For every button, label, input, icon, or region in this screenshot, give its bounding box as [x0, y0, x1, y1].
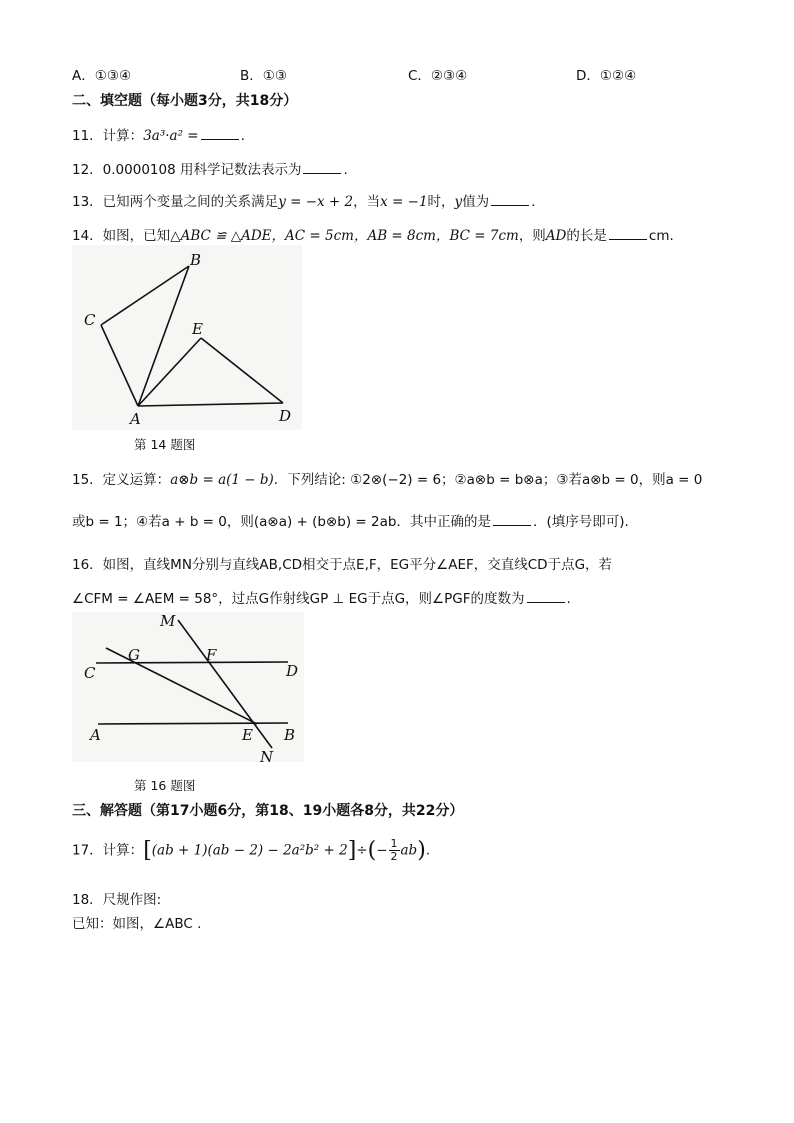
fig16-caption: 第 16 题图 [134, 778, 196, 793]
q17-prefix: 17．计算： [72, 842, 144, 859]
q16-line2-a: ∠CFM = ∠AEM = 58°，过点G作射线GP ⊥ EG于点G，则∠PGF的度数为 [72, 591, 525, 607]
fig16-label-c: C [84, 664, 96, 682]
q15-line2-c: ．(填序号即可). [532, 514, 629, 530]
fig16-label-b: B [284, 726, 296, 744]
fig16-label-g: G [128, 646, 140, 664]
q14-mid2: 的长是 [566, 228, 607, 244]
q14-prefix: 14．如图，已知 [72, 228, 171, 244]
q13-expr1: y = −x + 2 [278, 194, 354, 210]
q14-answer-blank [609, 227, 647, 240]
question-18-title: 18．尺规作图: [72, 892, 162, 908]
fig16-label-f: F [206, 646, 217, 664]
q13-expr3: y [454, 194, 463, 210]
q16-answer-blank [527, 590, 565, 603]
figure-16 [72, 612, 304, 770]
q13-mid3: 值为 [462, 194, 490, 210]
q17-bracket-expr: (ab + 1)(ab − 2) − 2a²b² + 2 [151, 842, 348, 859]
question-16-line2 [72, 587, 571, 607]
fig14-label-b: B [190, 251, 202, 269]
q11-answer-blank [201, 127, 239, 140]
option-d: D．①②④ [576, 68, 637, 84]
option-b: B．①③ [240, 68, 287, 84]
q17-frac-num: 1 [390, 837, 398, 850]
q17-frac-den: 2 [390, 850, 398, 863]
q13-prefix: 13．已知两个变量之间的关系满足 [72, 194, 279, 210]
fig14-label-c: C [84, 311, 96, 329]
q11-prefix: 11．计算： [72, 128, 144, 144]
fig14-label-d: D [279, 407, 292, 425]
q15-expr: a⊗b = a(1 − b) [170, 472, 274, 488]
q13-answer-blank [491, 193, 529, 206]
q15-line2-a: 或b = 1；④若a + b = 0，则(a⊗a) + (b⊗b) = 2ab [72, 514, 397, 530]
fig16-label-n: N [260, 748, 274, 766]
q14-suffix: cm. [648, 228, 674, 244]
fig16-line-ab [98, 723, 288, 724]
q13-suffix: . [531, 194, 536, 210]
q13-mid: ，当 [353, 194, 381, 210]
q17-lbracket: [ [143, 838, 152, 863]
q14-expr2: AD [545, 228, 567, 244]
section3-title: 三、解答题（第17小题6分，第18、19小题各8分，共22分） [72, 803, 464, 819]
question-14 [72, 224, 674, 244]
figure-14 [72, 245, 302, 430]
q13-mid2: 时， [427, 194, 455, 210]
option-a: A．①③④ [72, 68, 132, 84]
question-15-line1 [72, 468, 702, 488]
fig16-label-d: D [286, 662, 299, 680]
fig16-label-m: M [160, 612, 176, 630]
question-11 [72, 124, 245, 144]
fig16-line-cd [96, 662, 288, 663]
q17-div: ÷ [356, 842, 368, 859]
question-16-line1: 16．如图，直线MN分别与直线AB,CD相交于点E,F，EG平分∠AEF，交直线CD于点G，若 [72, 557, 613, 573]
question-15-line2 [72, 510, 629, 530]
fig14-label-e: E [192, 320, 203, 338]
q15-answer-blank [493, 513, 531, 526]
q17-tail: ab [400, 842, 418, 859]
q12-suffix: . [343, 162, 348, 178]
q17-suffix: . [425, 842, 431, 859]
q13-expr2: x = −1 [380, 194, 428, 210]
fig16-label-a: A [90, 726, 101, 744]
q14-mid: ，则 [518, 228, 546, 244]
q16-line2-b: . [566, 591, 571, 607]
fig16-label-e: E [242, 726, 253, 744]
q15-line2-b: ．其中正确的是 [396, 514, 491, 530]
q12-answer-blank [303, 161, 341, 174]
option-c: C．②③④ [408, 68, 468, 84]
question-12 [72, 158, 348, 178]
question-13 [72, 190, 535, 210]
q17-rbracket: ] [347, 838, 357, 863]
q11-expr: 3a³·a² = [143, 128, 199, 144]
fig14-label-a: A [130, 410, 141, 428]
q12-text: 12．0.0000108 用科学记数法表示为 [72, 162, 302, 178]
q17-fraction [389, 838, 400, 863]
question-18-given: 已知：如图，∠ABC . [72, 916, 202, 932]
q14-expr: △ABC ≌ △ADE，AC = 5cm，AB = 8cm，BC = 7cm [170, 228, 519, 244]
q15-prefix: 15．定义运算： [72, 472, 171, 488]
question-17 [72, 838, 430, 863]
q17-rparen: ) [417, 838, 426, 863]
fig14-caption: 第 14 题图 [134, 437, 196, 452]
section2-title: 二、填空题（每小题3分，共18分） [72, 93, 298, 109]
q11-suffix: . [240, 128, 245, 144]
q17-lparen: ( [367, 838, 377, 863]
q17-neg: − [376, 842, 388, 859]
q15-rest: ．下列结论: ①2⊗(−2) = 6；②a⊗b = b⊗a；③若a⊗b = 0，则a = 0 [273, 472, 703, 488]
